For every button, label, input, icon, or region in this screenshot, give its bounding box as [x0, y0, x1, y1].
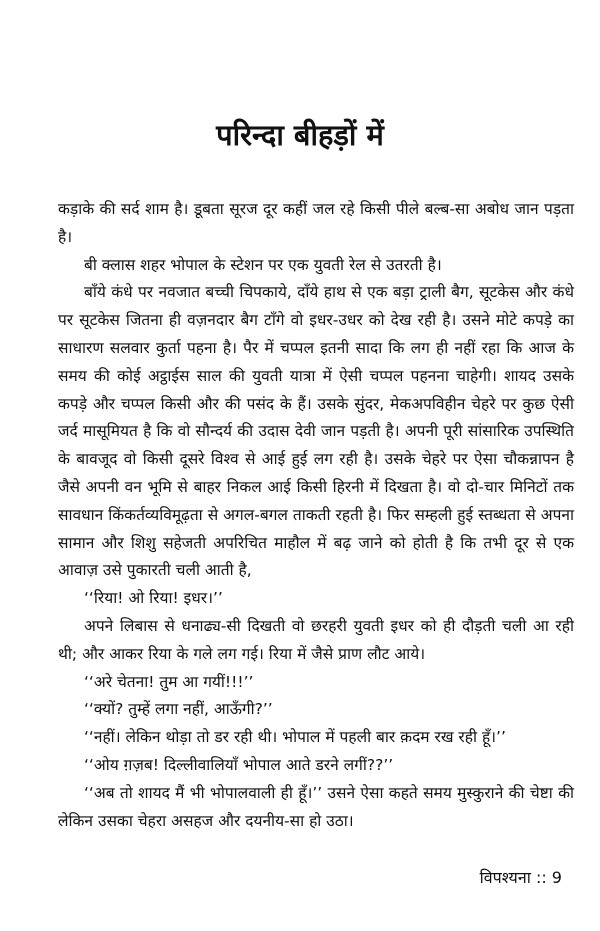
- paragraph-4: अपने लिबास से धनाढ्य-सी दिखती वो छरहरी युवती इधर को ही दौड़ती चली आ रही थी; और आकर रिया के गले लग गई। रिया में जैसे प्राण लौट आये।: [58, 616, 574, 663]
- dialogue-2: ‘‘अरे चेतना! तुम आ गयीं!!!’’: [84, 672, 254, 691]
- page-footer: विपश्यना :: 9: [479, 868, 562, 887]
- paragraph-3: बाँये कंधे पर नवजात बच्ची चिपकाये, दाँये हाथ से एक बड़ा ट्राली बैग, सूटकेस और कंधे पर सूटकेस जितना ही वज़नदार बैग टाँगे वो इधर-उधर को देख रही है। उसने मोटे कपड़े का साधारण सलवार कुर्ता पहना है। पैर में चप्पल इतनी सादा कि लग ही नहीं रहा कि आज के समय की कोई अट्ठाईस साल की युवती यात्रा में ऐसी चप्पल पहनना चाहेगी। शायद उसके कपड़े और चप्पल किसी और की पसंद के हैं। उसके सुंदर, मेकअपविहीन चेहरे पर कुछ ऐसी जर्द मासूमियत है कि वो सौन्दर्य की उदास देवी जान पड़ती है। अपनी पूरी सांसारिक उपस्थिति के बावजूद वो किसी दूसरे विश्व से आई हुई लग रही है। उसके चेहरे पर ऐसा चौकन्नापन है जैसे अपनी वन भूमि से बाहर निकल आई किसी हिरनी में दिखता है। वो दो-चार मिनिटों तक सावधान किंकर्तव्यविमूढ़ता से अगल-बगल ताकती रहती है। फिर सम्हली हुई स्तब्धता से अपना सामान और शिशु सहेजती अपरिचित माहौल में बढ़ जाने को होती है कि तभी दूर से एक आवाज़ उसे पुकारती चली आती है,: [58, 283, 574, 580]
- dialogue-5: ‘‘ओय ग़ज़ब! दिल्लीवालियाँ भोपाल आते डरने लगीं??’’: [84, 755, 394, 774]
- story-text: [58, 196, 574, 835]
- paragraph-2: बी क्लास शहर भोपाल के स्टेशन पर एक युवती रेल से उतरती है।: [84, 255, 442, 274]
- dialogue-4: ‘‘नहीं। लेकिन थोड़ा तो डर रही थी। भोपाल में पहली बार क़दम रख रही हूँ।’’: [84, 728, 506, 747]
- page-title: परिन्दा बीहड़ों में: [216, 118, 384, 152]
- dialogue-6: ‘‘अब तो शायद मैं भी भोपालवाली ही हूँ।’’ उसने ऐसा कहते समय मुस्कुराने की चेष्टा की लेकिन उसका चेहरा असहज और दयनीय-सा हो उठा।: [58, 783, 574, 830]
- dialogue-1: ‘‘रिया! ओ रिया! इधर।’’: [84, 589, 223, 608]
- dialogue-3: ‘‘क्यों? तुम्हें लगा नहीं, आऊँगी?’’: [84, 700, 273, 719]
- paragraph-1: कड़ाके की सर्द शाम है। डूबता सूरज दूर कहीं जल रहे किसी पीले बल्ब-सा अबोध जान पड़ता है।: [58, 200, 574, 246]
